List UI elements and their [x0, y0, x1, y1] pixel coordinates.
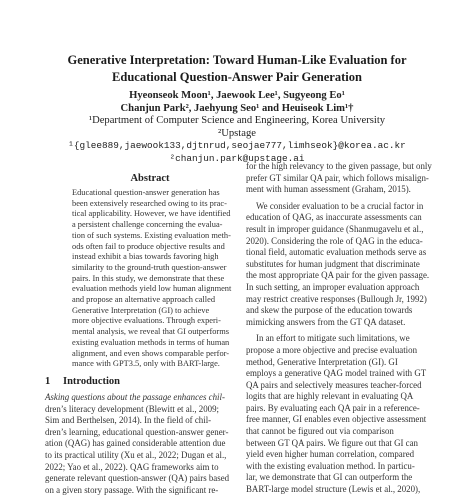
introduction-body	[45, 392, 245, 496]
author-block	[40, 90, 434, 165]
body-line: In such setting, an improper evaluation approach	[246, 281, 420, 292]
body-line: substitutes for human judgment that discriminate	[246, 258, 420, 269]
abstract-line: and propose an alternative approach called	[72, 295, 216, 305]
intro-line: dren’s literacy development (Blewitt et al., 2009;	[45, 403, 219, 414]
intro-line: ation (QAG) has gained considerable attention due	[45, 438, 226, 449]
body-line: prefer GT similar QA pair, which follows misalign-	[246, 172, 429, 183]
body-line: with the existing evaluation method. In particu-	[246, 460, 415, 471]
title-line-1	[40, 52, 434, 69]
body-line: propose a more objective and precise evaluation	[246, 344, 418, 355]
body-line: education of QAG, as inaccurate assessments can	[246, 212, 422, 223]
body-line: In an effort to mitigate such limitations, we	[256, 333, 410, 344]
body-line: pairs. By evaluating each QA pair in a reference-	[246, 402, 420, 413]
intro-line: Asking questions about the passage enhances chil-	[45, 392, 225, 402]
abstract-line: Generative Interpretation (GI) to achieve	[72, 305, 210, 315]
title-line-1-rest: : Toward Human-Like Evaluation for	[205, 53, 407, 67]
body-line: 2020). Considering the role of QAG in the educa-	[246, 235, 423, 246]
abstract-line: Educational question-answer generation has	[72, 188, 220, 197]
abstract-body	[72, 188, 242, 370]
body-line: may restrict creative responses (Bullough Jr, 1992)	[246, 293, 427, 304]
body-line: tional field, automatic evaluation methods serve as	[246, 247, 427, 258]
abstract-line: alignment, and even shows comparable perfor-	[72, 348, 230, 358]
abstract-line: existing evaluation methods in terms of human	[72, 337, 230, 347]
abstract-line: ods often fail to produce objective results and	[72, 241, 225, 251]
body-line: ment with human assessment (Graham, 2015).	[246, 184, 411, 195]
body-line: logits that are highly relevant in evaluating QA	[246, 391, 414, 402]
title-line-2: Educational Question-Answer Pair Generation	[112, 70, 362, 84]
abstract-line: mental analysis, we reveal that GI outperforms	[72, 327, 229, 337]
body-line: employs a generative QAG model trained with GT	[246, 368, 427, 379]
body-line: for the high relevancy to the given passage, but only	[246, 161, 432, 171]
body-line: lar, we demonstrate that GI can outperform the	[246, 472, 413, 483]
intro-line: Sim and Berthelsen, 2014). In the field of chil-	[45, 415, 212, 426]
abstract-heading: Abstract	[130, 173, 170, 184]
body-line: between GT QA pairs. We figure out that GI can	[246, 437, 418, 448]
body-line: yield even higher human correlation, compared	[246, 449, 415, 460]
author-emails-1: ¹{glee889,jaewook133,djtnrud,seojae777,limhseok}@korea.ac.kr	[68, 140, 406, 151]
abstract-line: been extensively researched owing to its prac-	[72, 198, 227, 208]
section-number: 1	[45, 376, 51, 387]
abstract-line: a persistent challenge concerning the evalua-	[72, 220, 223, 230]
abstract-line: tion of such systems. Existing evaluation meth-	[72, 230, 231, 240]
intro-line: dren’s learning, educational question-answer gener-	[45, 426, 229, 437]
abstract-line: mance with GPT3.5, only with BART-large.	[72, 359, 220, 369]
affiliation-1: ¹Department of Computer Science and Engineering, Korea University	[88, 115, 386, 126]
body-line: that cannot be figured out via comparison	[246, 426, 394, 437]
body-line: free manner, GI enables even objective assessment	[246, 414, 427, 425]
body-line: BART-large model structure (Lewis et al., 2020),	[246, 484, 421, 495]
author-names-line-1: Hyeonseok Moon¹, Jaewook Lee¹, Sugyeong Eo¹	[129, 90, 345, 101]
abstract-line: pairs. In this study, we demonstrate that these	[72, 273, 225, 283]
body-line: result in improper guidance (Shanmugavelu et al.,	[246, 223, 424, 234]
body-line: mimicking answers from the GT QA dataset.	[246, 316, 406, 327]
intro-line: to its practical utility (Xu et al., 2022; Dugan et al.,	[45, 449, 227, 460]
abstract-line: evaluation methods yield low human alignment	[72, 284, 232, 294]
affiliation-2: ²Upstage	[218, 127, 256, 139]
right-column-body	[246, 161, 456, 496]
body-line: the most appropriate QA pair for the given passage.	[246, 270, 430, 281]
body-line: and skew the purpose of the education towards	[246, 305, 413, 316]
paper-title	[40, 52, 434, 86]
abstract-line: instead exhibit a bias towards favoring high	[72, 252, 219, 262]
abstract-line: tical applicability. However, we have identified	[72, 209, 231, 219]
body-line: method, Generative Interpretation (GI). GI	[246, 356, 398, 367]
body-line: We consider evaluation to be a crucial factor in	[256, 200, 424, 211]
author-emails-2: ²chanjun.park@upstage.ai	[169, 152, 305, 164]
title-method-name: Generative Interpretation	[67, 53, 206, 67]
author-names-line-2: Chanjun Park², Jaehyung Seo¹ and Heuiseok Lim¹†	[120, 102, 354, 114]
abstract-line: more objective evaluations. Through experi-	[72, 316, 221, 326]
intro-line: on a given story passage. With the significant re-	[45, 484, 219, 495]
intro-line: generate relevant question-answer (QA) pairs based	[45, 473, 230, 484]
section-title: Introduction	[63, 376, 120, 387]
intro-line: 2022; Yao et al., 2022). QAG frameworks aim to	[45, 461, 219, 472]
abstract-line: similarity to the ground-truth question-answer	[72, 262, 227, 272]
section-heading-introduction	[45, 376, 120, 387]
body-line: QA pairs and selectively measures teacher-forced	[246, 379, 422, 390]
